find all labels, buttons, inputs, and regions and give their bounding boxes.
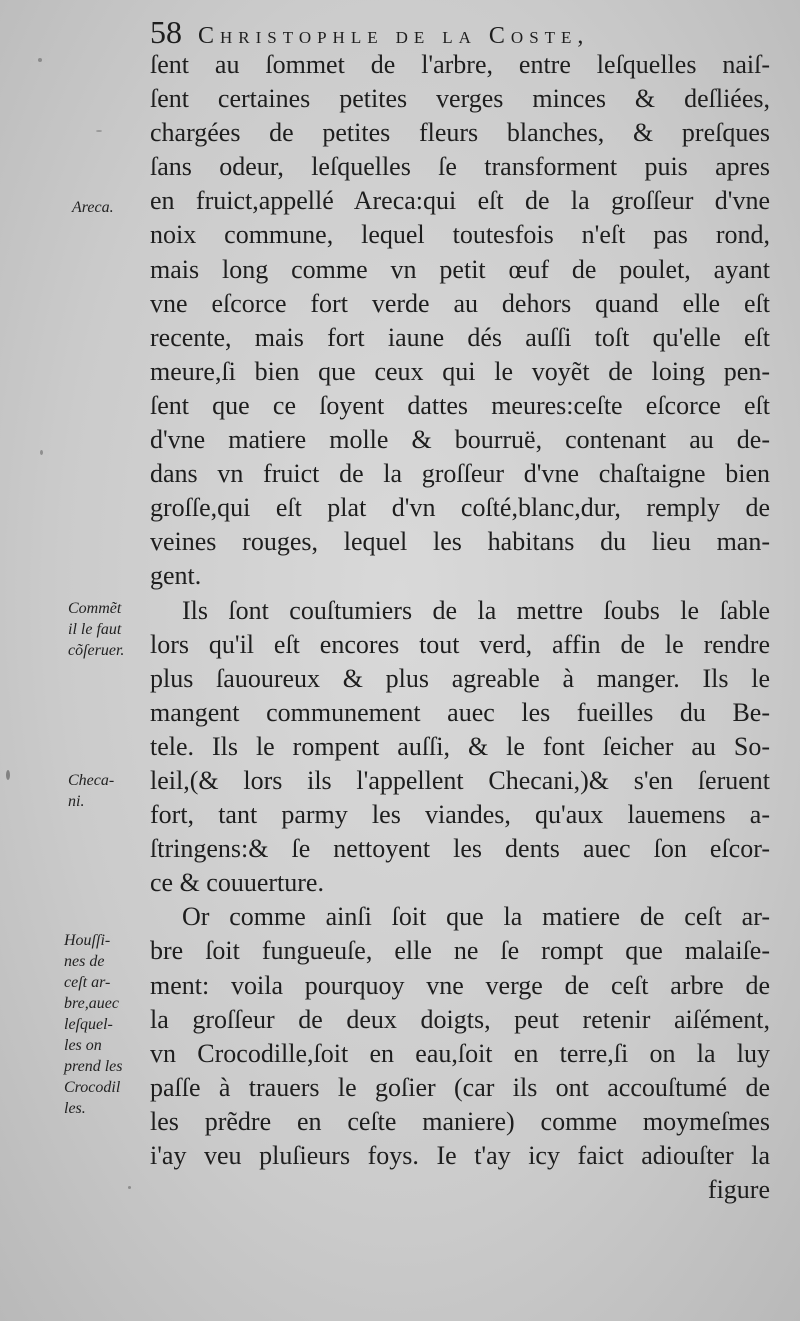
- paper-speck: [40, 450, 43, 455]
- text-line: mangent communement auec les fueilles du Be-: [150, 697, 770, 727]
- text-line: gent.: [150, 561, 202, 591]
- text-line: groſſe,qui eſt plat d'vn coſté,blanc,dur, remply de: [150, 493, 770, 523]
- text-line: mais long comme vn petit œuf de poulet, ayant: [150, 254, 770, 284]
- text-line: d'vne matiere molle & bourruë, contenant au de-: [150, 425, 770, 455]
- margin-note-line: les.: [64, 1100, 86, 1117]
- text-line: en fruict,appellé Areca:qui eſt de la groſſeur d'vne: [150, 186, 770, 216]
- margin-note-areca: [72, 197, 114, 218]
- text-line: la groſſeur de deux doigts, peut retenir aiſément,: [150, 1004, 770, 1034]
- margin-note-line: nes de: [64, 953, 105, 970]
- margin-note-line: Crocodil: [64, 1079, 121, 1096]
- text-line: les prẽdre en ceſte maniere) comme moymeſmes: [150, 1106, 770, 1136]
- catchword: figure: [707, 1175, 770, 1205]
- text-line: ce & couuerture.: [150, 868, 324, 898]
- text-line: chargées de petites fleurs blanches, & preſques: [150, 118, 770, 148]
- text-line: Ils ſont couſtumiers de la mettre ſoubs le ſable: [182, 595, 770, 625]
- text-line: ſent certaines petites verges minces & deſliées,: [150, 84, 770, 114]
- text-line: tele. Ils le rompent auſſi, & le font ſeicher au So-: [150, 731, 770, 761]
- text-line: fort, tant parmy les viandes, qu'aux lauemens a-: [150, 800, 770, 830]
- text-line: paſſe à trauers le goſier (car ils ont accouſtumé de: [150, 1072, 770, 1102]
- text-line: vn Crocodille,ſoit en eau,ſoit en terre,ſi on la luy: [150, 1038, 770, 1068]
- margin-note-line: prend les: [64, 1058, 123, 1075]
- margin-note-commet: [68, 598, 124, 661]
- margin-note-line: les on: [64, 1037, 102, 1054]
- margin-note-line: Checa-: [68, 772, 115, 789]
- text-line: leil,(& lors ils l'appellent Checani,)& s'en ſeruent: [150, 765, 770, 795]
- text-line: i'ay veu pluſieurs foys. Ie t'ay icy faict adiouſter la: [150, 1141, 770, 1170]
- paper-speck: [96, 130, 102, 132]
- margin-note-line: il le faut: [68, 621, 122, 638]
- text-line: plus ſauoureux & plus agreable à manger. Ils le: [150, 663, 770, 693]
- text-line: noix commune, lequel toutesfois n'eſt pas rond,: [150, 220, 770, 250]
- text-line: meure,ſi bien que ceux qui le voyẽt de loing pen-: [150, 356, 770, 386]
- text-line: lors qu'il eſt encores tout verd, affin de le rendre: [150, 629, 770, 659]
- margin-note-line: leſquel-: [64, 1016, 113, 1033]
- margin-note-line: Commẽt: [68, 600, 122, 617]
- paper-speck: [128, 1186, 131, 1189]
- margin-note-line: cõſeruer.: [68, 642, 125, 659]
- text-line: veines rouges, lequel les habitans du lieu man-: [150, 527, 770, 557]
- text-line: recente, mais fort iaune dés auſſi toſt qu'elle eſt: [150, 322, 770, 352]
- margin-note-line: ceſt ar-: [64, 974, 111, 991]
- margin-note-checani: [68, 770, 114, 812]
- margin-note-line: Houſſi-: [64, 932, 111, 949]
- text-line: ſtringens:& ſe nettoyent les dents auec ſon eſcor-: [150, 834, 770, 864]
- running-head: Christophle de la Coste,: [198, 23, 590, 49]
- text-line: ment: voila pourquoy vne verge de ceſt arbre de: [150, 970, 770, 1000]
- text-line: ſent que ce ſoyent dattes meures:ceſte eſcorce eſt: [150, 390, 770, 420]
- text-line: dans vn fruict de la groſſeur d'vne chaſtaigne bien: [150, 459, 770, 489]
- paper-speck: [38, 58, 42, 62]
- margin-note-line: bre,auec: [64, 995, 119, 1012]
- paper-speck: [6, 770, 10, 780]
- text-line: vne eſcorce fort verde au dehors quand elle eſt: [150, 288, 770, 318]
- text-line: ſent au ſommet de l'arbre, entre leſquelles naiſ-: [150, 50, 770, 79]
- margin-note-line: ni.: [68, 793, 85, 810]
- text-line: ſans odeur, leſquelles ſe transforment puis apres: [150, 152, 770, 182]
- margin-note-line: Areca.: [72, 199, 114, 216]
- text-line: Or comme ainſi ſoit que la matiere de ceſt ar-: [182, 902, 770, 932]
- margin-note-houssines: [64, 930, 123, 1119]
- main-text: [150, 48, 770, 1207]
- page-number: 58: [150, 14, 182, 50]
- text-line: bre ſoit fungueuſe, elle ne ſe rompt que malaiſe-: [150, 936, 770, 966]
